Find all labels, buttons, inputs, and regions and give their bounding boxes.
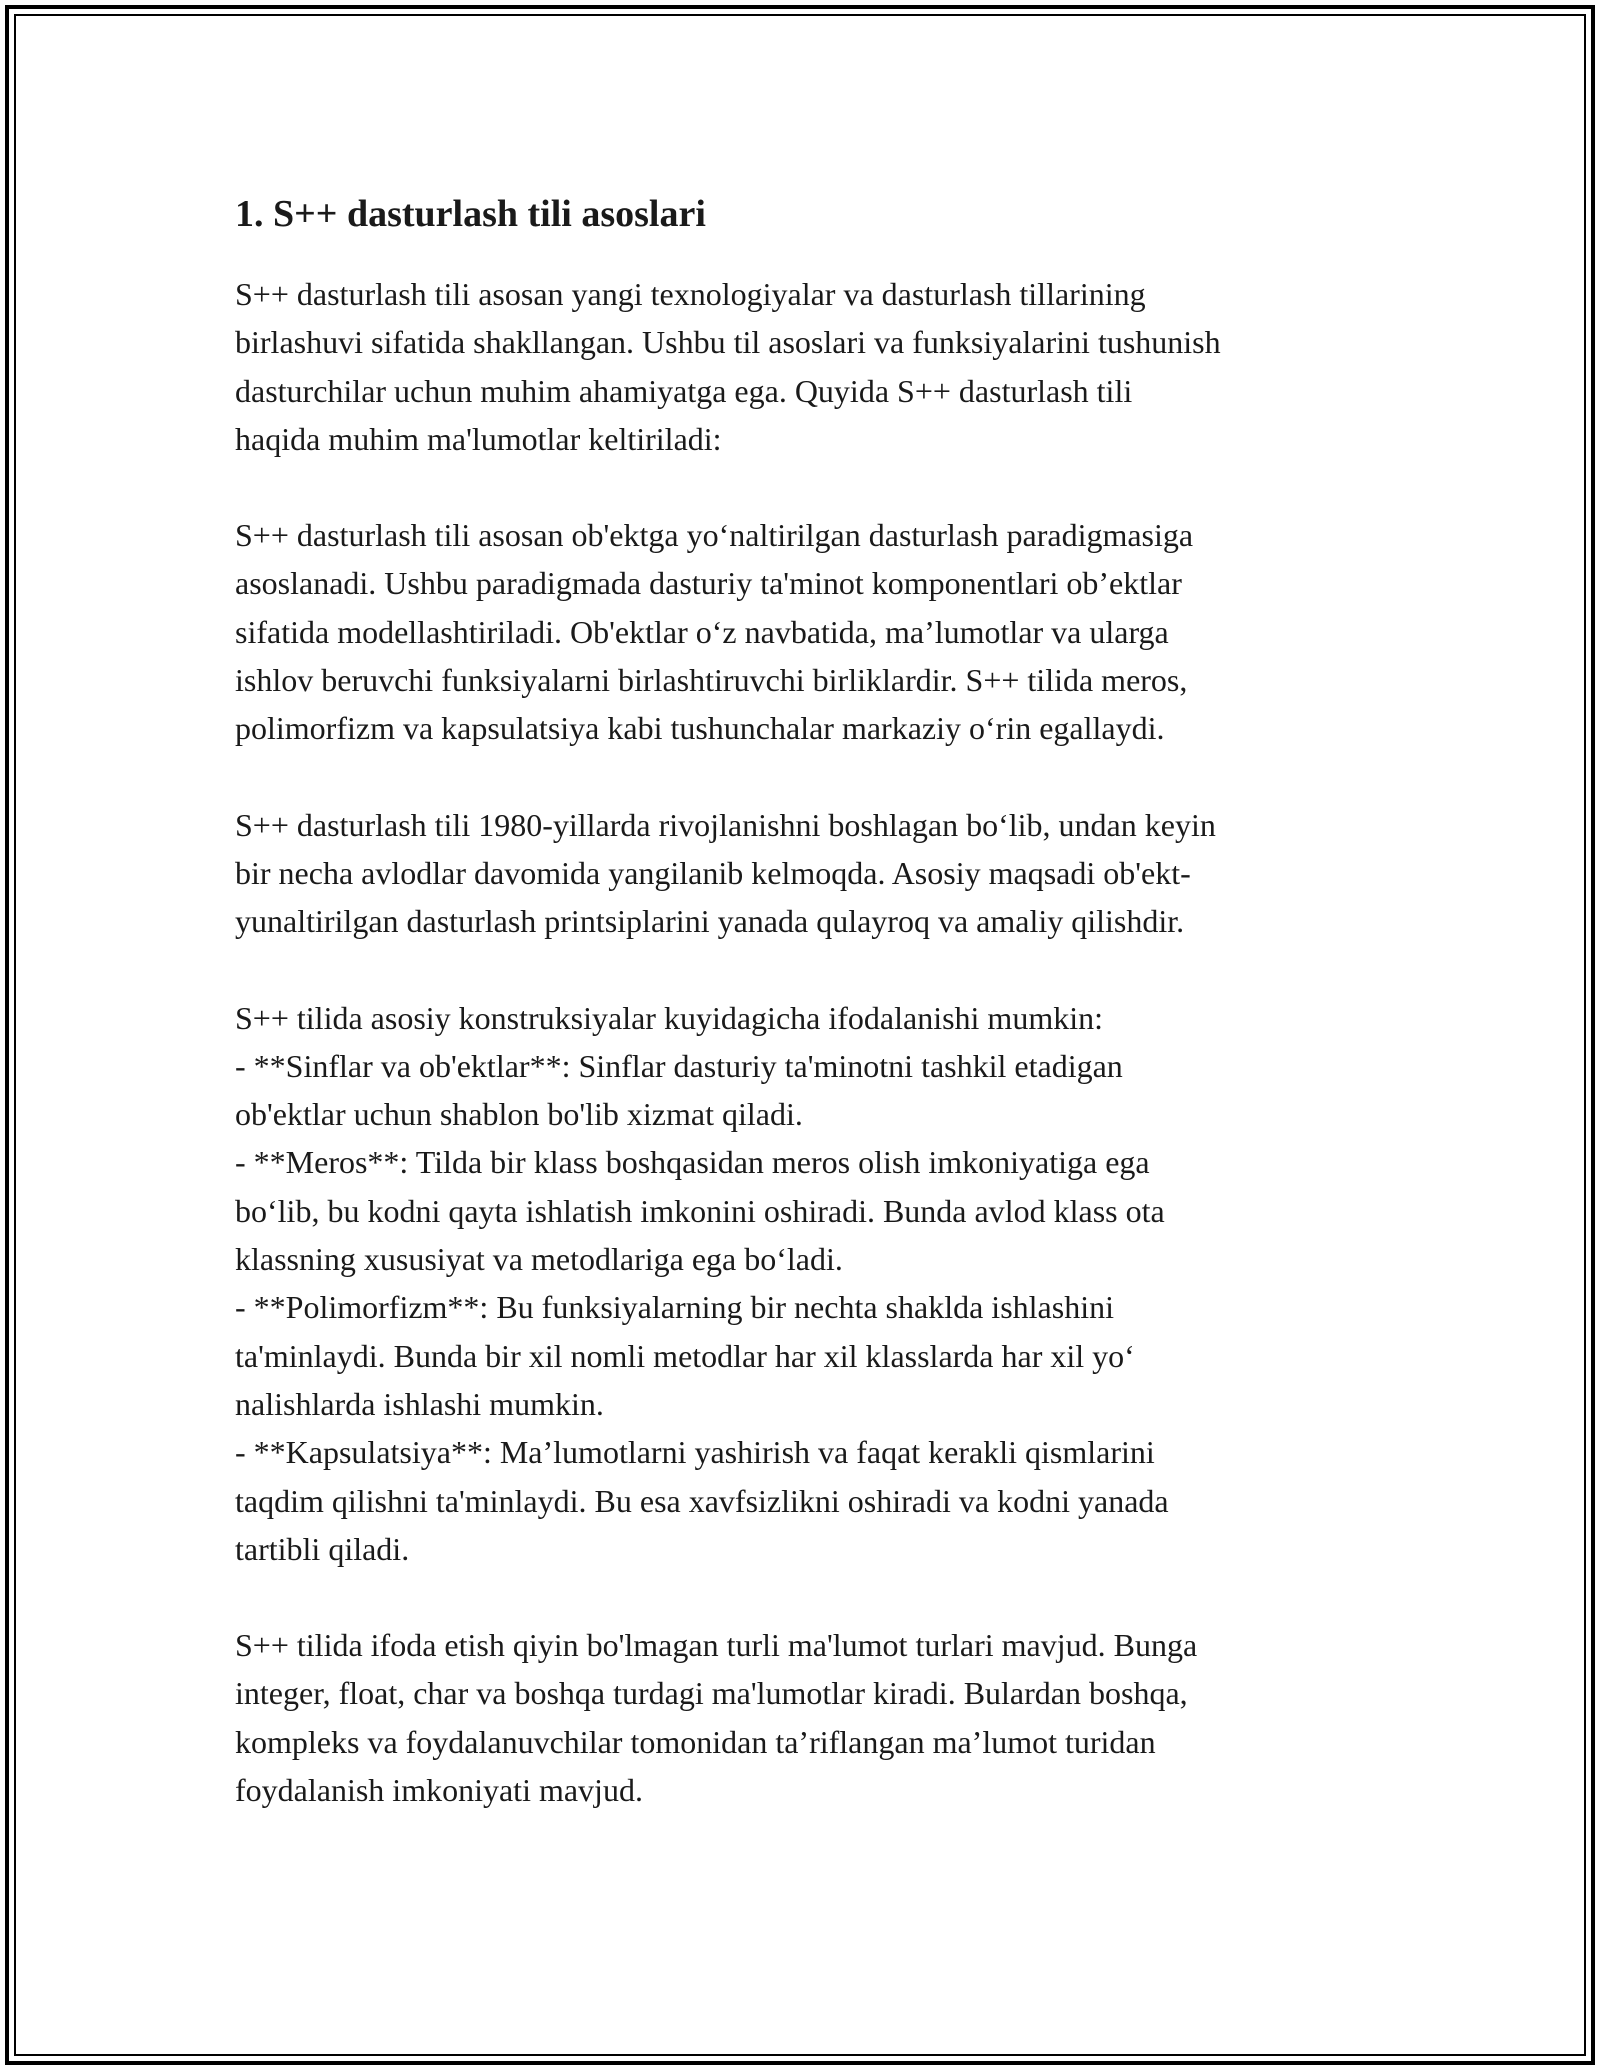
paragraph-intro: S++ dasturlash tili asosan yangi texnologiyalar va dasturlash tillarining birlashuvi sifatida shakllangan. Ushbu til asoslari va funksiyalarini tushunish dasturchilar uchun muhim ahamiyatga ega. Quyida S++ dasturlash tili haqida muhim ma'lumotlar keltiriladi: — [235, 276, 1221, 457]
paragraph-history: S++ dasturlash tili 1980-yillarda rivojlanishni boshlagan bo‘lib, undan keyin bir necha avlodlar davomida yangilanib kelmoqda. Asosiy maqsadi ob'ekt- yunaltirilgan dasturlash printsiplarini yanada qulayroq va amaliy qilishdir. — [235, 806, 1216, 940]
document-body — [235, 188, 1375, 1814]
paragraph-data-types: S++ tilida ifoda etish qiyin bo'lmagan turli ma'lumot turlari mavjud. Bunga integer, float, char va boshqa turdagi ma'lumotlar kiradi. Bulardan boshqa, kompleks va foydalanuvchilar tomonidan ta’riflangan ma’lumot turidan foydalanish imkoniyati mavjud. — [235, 1627, 1198, 1809]
paragraph-oop-paradigm: S++ dasturlash tili asosan ob'ektga yo‘naltirilgan dasturlash paradigmasiga asoslanadi. Ushbu paradigmada dasturiy ta'minot komponentlari ob’ektlar sifatida modellashtiriladi. Ob'ektlar o‘z navbatida, ma’lumotlar va ularga ishlov beruvchi funksiyalarni birlashtiruvchi birliklardir. S++ tilida meros, polimorfizm va kapsulatsiya kabi tushunchalar markaziy o‘rin egallaydi. — [235, 517, 1194, 747]
paragraph-constructs: S++ tilida asosiy konstruksiyalar kuyidagicha ifodalanishi mumkin: - **Sinflar va ob'ektlar**: Sinflar dasturiy ta'minotni tashkil etadigan ob'ektlar uchun shablon bo'lib xizmat qiladi. - **Meros**: Tilda bir klass boshqasidan meros olish imkoniyatiga ega bo‘lib, bu kodni qayta ishlatish imkonini oshiradi. Bunda avlod klass ota klassning xususiyat va metodlariga ega bo‘ladi. - **Polimorfizm**: Bu funksiyalarning bir nechta shaklda ishlashini ta'minlaydi. Bunda bir xil nomli metodlar har xil klasslarda har xil yo‘ nalishlarda ishlashi mumkin. - **Kapsulatsiya**: Ma’lumotlarni yashirish va faqat kerakli qismlarini taqdim qilishni ta'minlaydi. Bu esa xavfsizlikni oshiradi va kodni yanada tartibli qiladi. — [235, 999, 1169, 1567]
section-heading: 1. S++ dasturlash tili asoslari — [235, 193, 706, 235]
